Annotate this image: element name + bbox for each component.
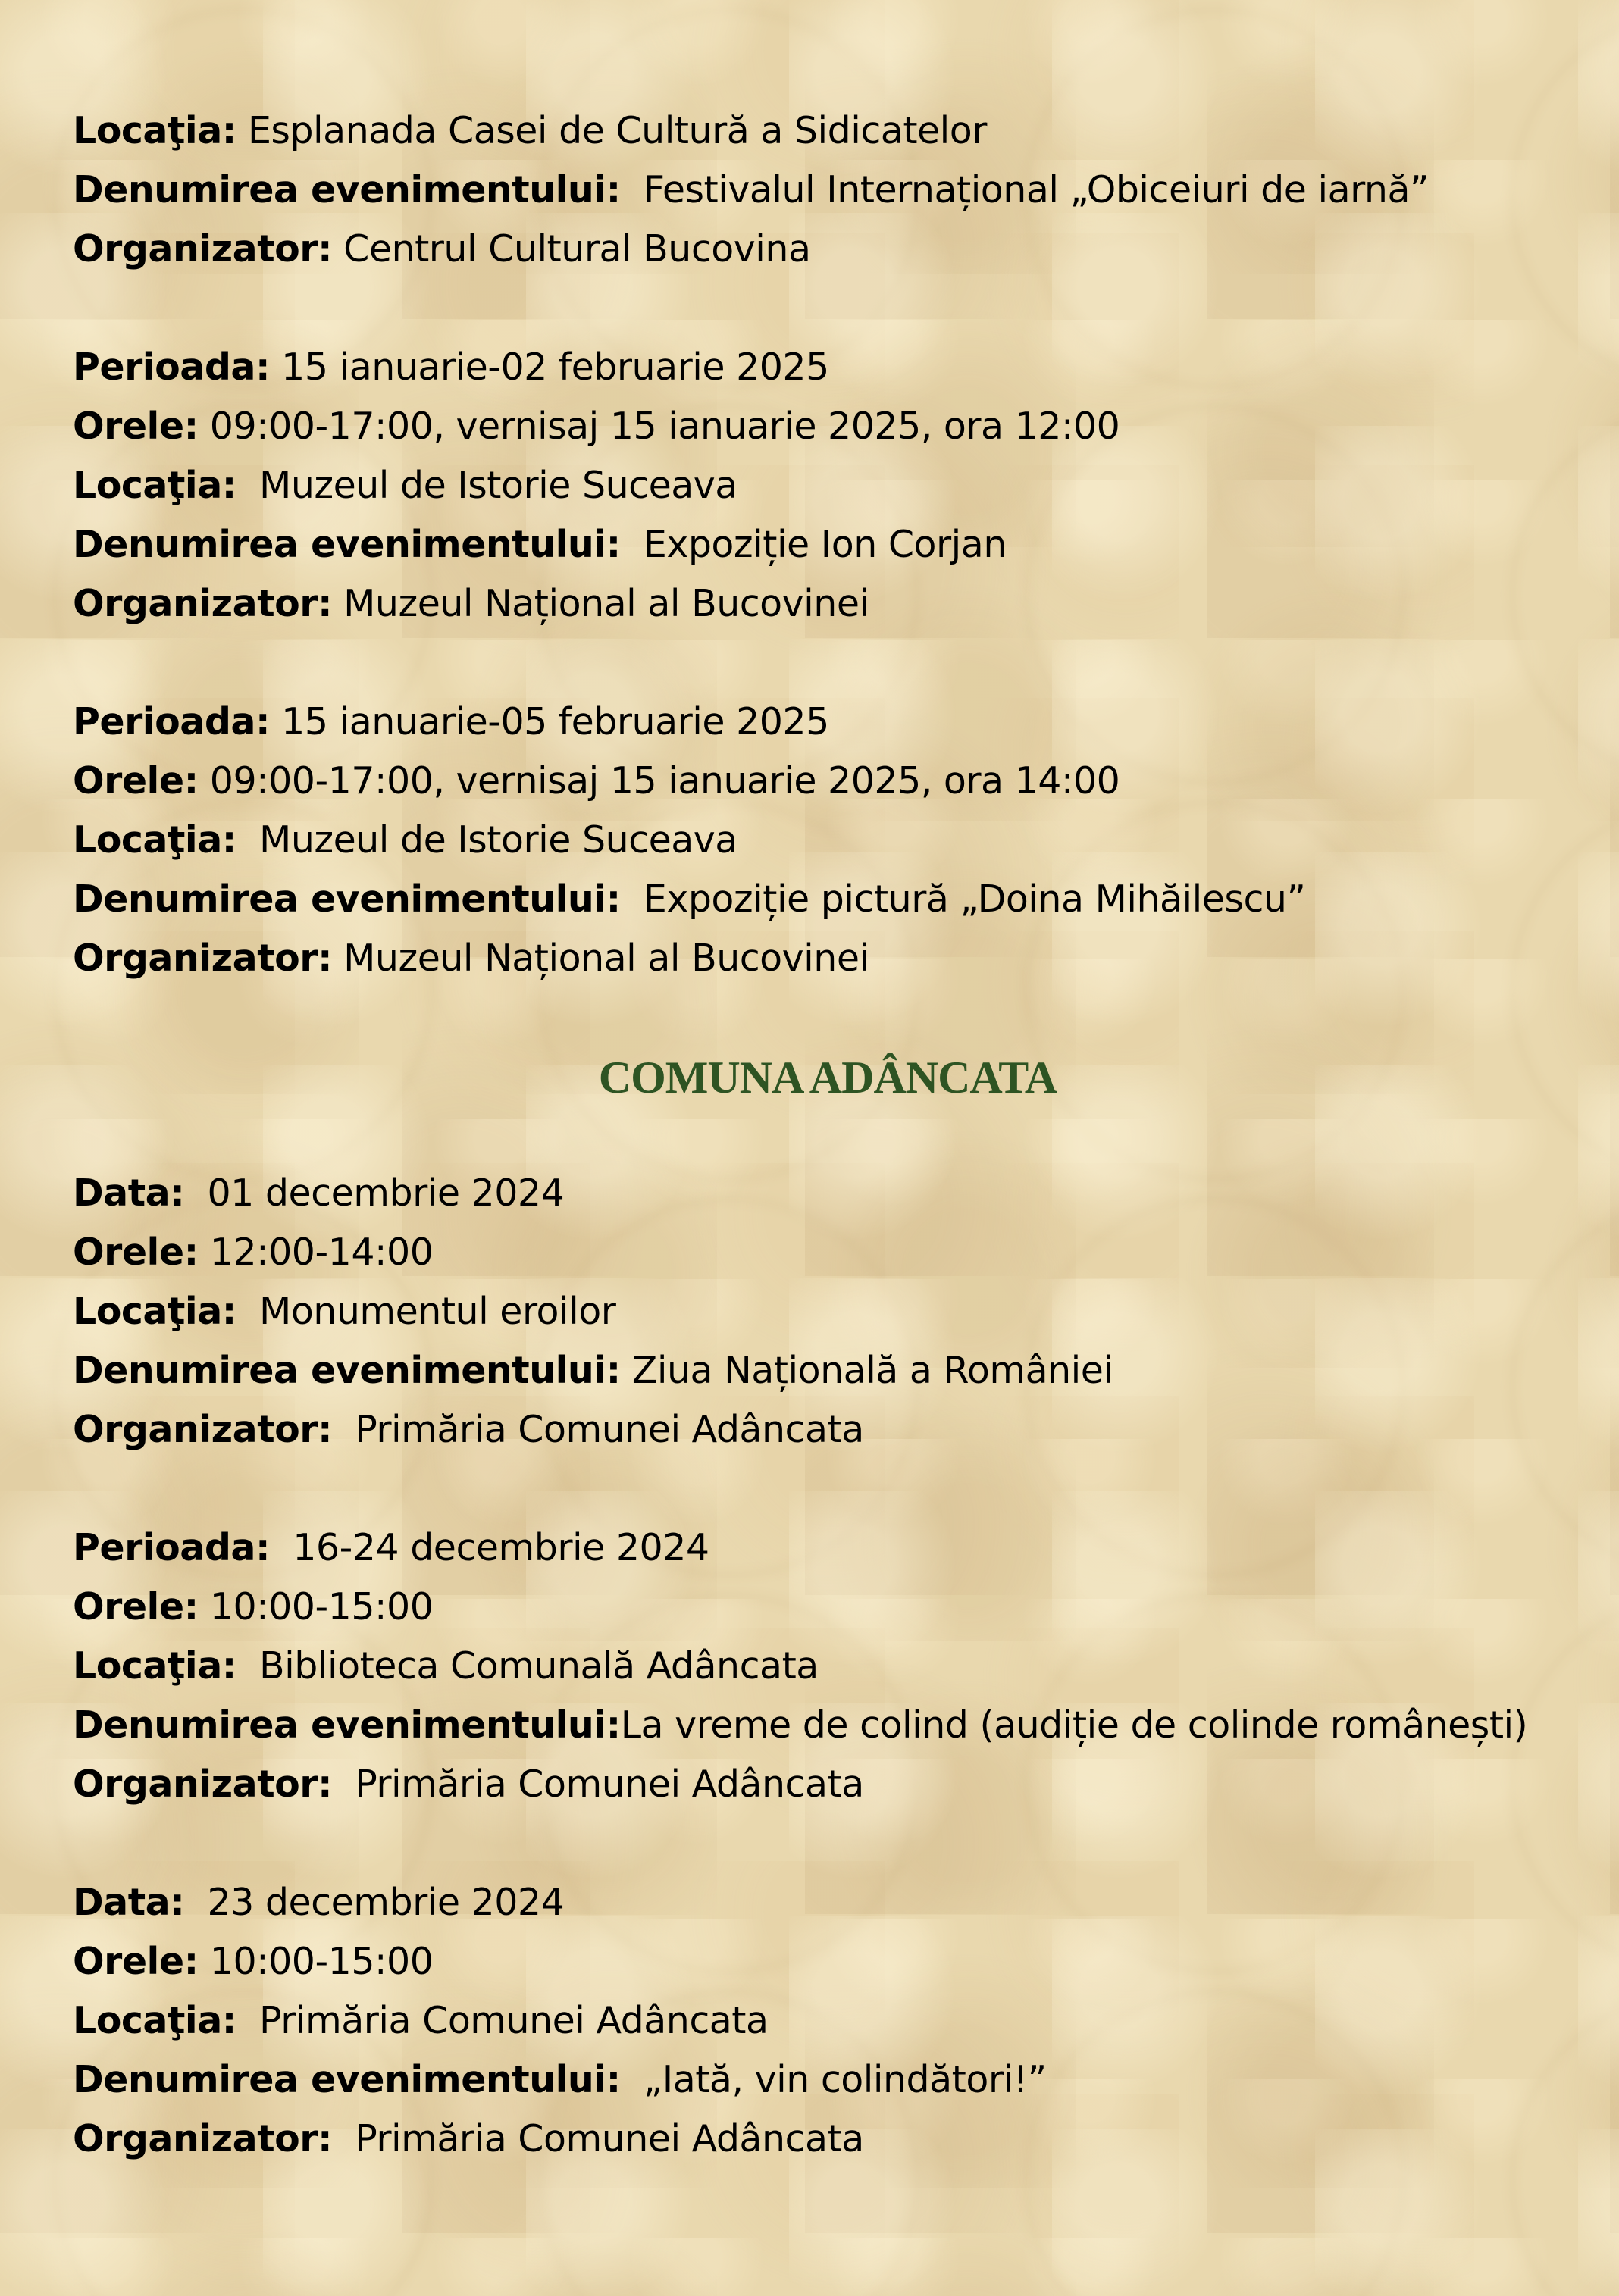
field-label: Orele: (73, 1585, 199, 1628)
field-label: Denumirea evenimentului: (73, 1349, 621, 1392)
field-line (73, 1223, 1583, 1282)
field-label: Denumirea evenimentului: (73, 2058, 621, 2101)
field-line (73, 397, 1583, 456)
field-label: Perioada: (73, 700, 271, 743)
field-line (73, 1991, 1583, 2050)
field-line (73, 515, 1583, 574)
field-label: Organizator: (73, 2117, 333, 2160)
field-value: 15 ianuarie-02 februarie 2025 (270, 346, 829, 389)
field-line (73, 1282, 1583, 1341)
field-label: Locaţia: (73, 1644, 236, 1688)
event-block (73, 693, 1583, 988)
field-line (73, 574, 1583, 633)
field-value: Monumentul eroilor (236, 1290, 616, 1333)
field-value: 01 decembrie 2024 (184, 1171, 565, 1215)
field-value: Primăria Comunei Adâncata (332, 2117, 864, 2160)
field-line (73, 2050, 1583, 2110)
field-label: Denumirea evenimentului: (73, 168, 621, 211)
field-line (73, 1341, 1583, 1400)
field-value: Festivalul Internațional „Obiceiuri de iarnă” (620, 168, 1429, 211)
field-line (73, 338, 1583, 397)
field-label: Orele: (73, 1940, 199, 1983)
field-label: Organizator: (73, 937, 333, 980)
field-value: Muzeul Național al Bucovinei (332, 937, 869, 980)
field-line (73, 1755, 1583, 1814)
field-label: Perioada: (73, 346, 271, 389)
field-value: Muzeul Național al Bucovinei (332, 582, 869, 625)
field-line (73, 929, 1583, 988)
field-label: Locaţia: (73, 1999, 236, 2042)
field-value: Primăria Comunei Adâncata (332, 1408, 864, 1451)
field-value: Expoziție Ion Corjan (620, 523, 1007, 566)
field-line (73, 1696, 1583, 1755)
field-line (73, 1400, 1583, 1459)
field-line (73, 1873, 1583, 1932)
event-block (73, 102, 1583, 279)
field-value: Biblioteca Comunală Adâncata (236, 1644, 819, 1688)
field-value: 10:00-15:00 (198, 1940, 434, 1983)
field-value: Expoziție pictură „Doina Mihăilescu” (620, 877, 1306, 921)
field-value: Ziua Națională a României (620, 1349, 1113, 1392)
field-value: 15 ianuarie-05 februarie 2025 (270, 700, 829, 743)
field-line (73, 102, 1583, 161)
field-value: 12:00-14:00 (198, 1231, 434, 1274)
event-block (73, 1873, 1583, 2169)
field-label: Data: (73, 1881, 185, 1924)
field-value: Muzeul de Istorie Suceava (236, 818, 737, 862)
field-value: 23 decembrie 2024 (184, 1881, 565, 1924)
field-value: „Iată, vin colindători!” (620, 2058, 1047, 2101)
field-label: Locaţia: (73, 464, 236, 507)
field-line (73, 1164, 1583, 1223)
field-label: Locaţia: (73, 109, 236, 152)
section-heading-comuna-adancata: COMUNA ADÂNCATA (598, 1053, 1057, 1103)
field-line (73, 161, 1583, 220)
event-block (73, 1519, 1583, 1814)
field-line (73, 2110, 1583, 2169)
field-label: Organizator: (73, 582, 333, 625)
field-value: Primăria Comunei Adâncata (236, 1999, 769, 2042)
field-value: 16-24 decembrie 2024 (270, 1526, 709, 1569)
events-program-text (73, 102, 1583, 2228)
field-line (73, 1637, 1583, 1696)
field-line (73, 220, 1583, 279)
field-label: Denumirea evenimentului: (73, 877, 621, 921)
field-line (73, 1519, 1583, 1578)
field-label: Locaţia: (73, 1290, 236, 1333)
field-value: 09:00-17:00, vernisaj 15 ianuarie 2025, ora 12:00 (198, 405, 1120, 448)
field-label: Orele: (73, 1231, 199, 1274)
field-line (73, 693, 1583, 752)
field-value: Esplanada Casei de Cultură a Sidicatelor (236, 109, 987, 152)
field-value: 09:00-17:00, vernisaj 15 ianuarie 2025, ora 14:00 (198, 759, 1120, 802)
event-block (73, 338, 1583, 633)
field-value: La vreme de colind (audiție de colinde românești) (620, 1703, 1528, 1747)
field-label: Organizator: (73, 1763, 333, 1806)
field-label: Perioada: (73, 1526, 271, 1569)
field-value: Primăria Comunei Adâncata (332, 1763, 864, 1806)
field-label: Denumirea evenimentului: (73, 1703, 621, 1747)
field-value: Centrul Cultural Bucovina (332, 227, 811, 271)
field-label: Orele: (73, 405, 199, 448)
field-line (73, 456, 1583, 515)
field-value: Muzeul de Istorie Suceava (236, 464, 737, 507)
field-line (73, 811, 1583, 870)
field-label: Data: (73, 1171, 185, 1215)
field-label: Organizator: (73, 1408, 333, 1451)
field-value: 10:00-15:00 (198, 1585, 434, 1628)
field-line (73, 752, 1583, 811)
event-block (73, 1164, 1583, 1459)
field-label: Locaţia: (73, 818, 236, 862)
field-label: Organizator: (73, 227, 333, 271)
field-line (73, 870, 1583, 929)
field-line (73, 1578, 1583, 1637)
field-label: Denumirea evenimentului: (73, 523, 621, 566)
field-label: Orele: (73, 759, 199, 802)
field-line (73, 1932, 1583, 1991)
